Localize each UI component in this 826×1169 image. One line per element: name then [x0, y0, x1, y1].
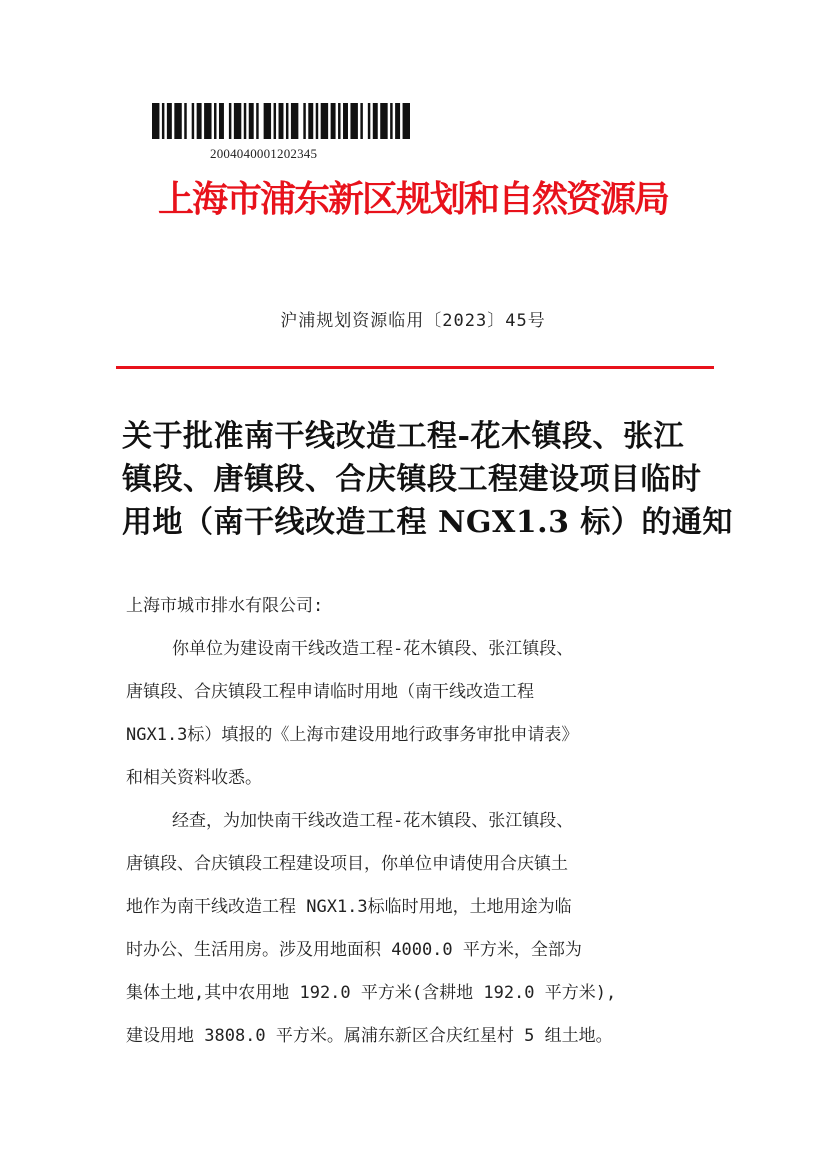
- barcode-bar: [303, 103, 305, 139]
- paragraph-line: 建设用地 3808.0 平方米。属浦东新区合庆红星村 5 组土地。: [126, 1026, 613, 1046]
- barcode-bar: [403, 103, 410, 139]
- barcode-bar: [291, 103, 298, 139]
- barcode-bar: [395, 103, 400, 139]
- barcode-bar: [234, 103, 241, 139]
- barcode-bar: [331, 103, 336, 139]
- barcode-bar: [350, 103, 357, 139]
- barcode-bar: [152, 103, 159, 139]
- barcode-bar: [286, 103, 288, 139]
- barcode-bar: [219, 103, 224, 139]
- barcode-bar: [373, 103, 378, 139]
- paragraph-line: 唐镇段、合庆镇段工程申请临时用地（南干线改造工程: [126, 682, 534, 702]
- paragraph-line: 唐镇段、合庆镇段工程建设项目，你单位申请使用合庆镇土: [126, 854, 568, 874]
- red-divider: [116, 366, 714, 369]
- barcode-bar: [360, 103, 362, 139]
- barcode-bar: [308, 103, 313, 139]
- barcode-bar: [167, 103, 172, 139]
- barcode-bar: [249, 103, 254, 139]
- barcode-bar: [204, 103, 211, 139]
- paragraph-line: 和相关资料收悉。: [126, 768, 262, 788]
- barcode-bar: [274, 103, 276, 139]
- paragraph-line: NGX1.3标）填报的《上海市建设用地行政事务审批申请表》: [126, 725, 579, 745]
- addressee: 上海市城市排水有限公司:: [126, 596, 324, 616]
- barcode-bar: [256, 103, 258, 139]
- barcode-bar: [192, 103, 194, 139]
- paragraph-line: 地作为南干线改造工程 NGX1.3标临时用地，土地用途为临: [126, 897, 572, 917]
- barcode-bar: [321, 103, 328, 139]
- paragraph-line: 集体土地,其中农用地 192.0 平方米(含耕地 192.0 平方米),: [126, 983, 617, 1003]
- barcode-bar: [368, 103, 370, 139]
- title-line: 镇段、唐镇段、合庆镇段工程建设项目临时: [122, 462, 702, 497]
- title-line: 用地（南干线改造工程 NGX1.3 标）的通知: [122, 505, 733, 540]
- barcode-bar: [174, 103, 181, 139]
- barcode-bar: [229, 103, 231, 139]
- notice-title: [122, 415, 733, 544]
- document-number: 沪浦规划资源临用〔2023〕45号: [280, 311, 546, 331]
- paragraph-line: 你单位为建设南干线改造工程-花木镇段、张江镇段、: [172, 639, 574, 659]
- notice-body: [126, 585, 706, 1058]
- barcode: [152, 103, 410, 139]
- barcode-bar: [162, 103, 164, 139]
- barcode-bar: [316, 103, 318, 139]
- agency-name: 上海市浦东新区规划和自然资源局: [157, 178, 668, 220]
- barcode-bar: [390, 103, 392, 139]
- barcode-number: 2004040001202345: [210, 146, 318, 161]
- barcode-bar: [264, 103, 271, 139]
- paragraph-line: 经查，为加快南干线改造工程-花木镇段、张江镇段、: [172, 811, 574, 831]
- barcode-bar: [197, 103, 202, 139]
- barcode-bar: [214, 103, 216, 139]
- paragraph-line: 时办公、生活用房。涉及用地面积 4000.0 平方米，全部为: [126, 940, 582, 960]
- title-line: 关于批准南干线改造工程-花木镇段、张江: [122, 419, 684, 454]
- barcode-bar: [244, 103, 246, 139]
- barcode-bar: [279, 103, 284, 139]
- barcode-bar: [380, 103, 387, 139]
- barcode-bar: [184, 103, 186, 139]
- barcode-bar: [343, 103, 348, 139]
- barcode-bar: [338, 103, 340, 139]
